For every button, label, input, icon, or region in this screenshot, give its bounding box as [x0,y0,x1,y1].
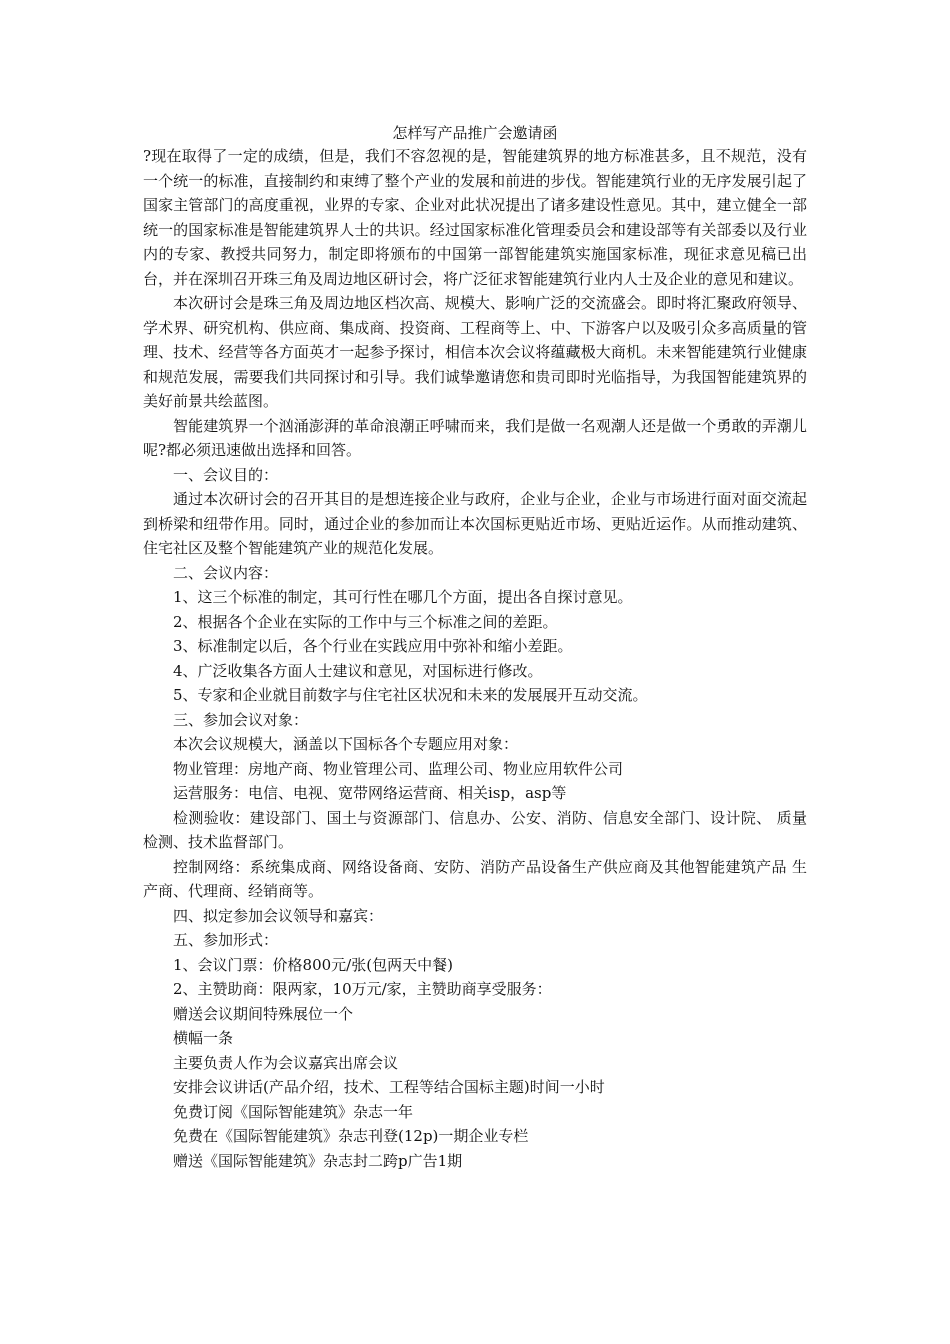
list-item: 4、广泛收集各方面人士建议和意见，对国标进行修改。 [173,661,543,680]
list-item: 免费在《国际智能建筑》杂志刊登(12p)一期企业专栏 [173,1127,529,1145]
paragraph-intro: ?现在取得了一定的成绩，但是，我们不容忽视的是，智能建筑界的地方标准甚多，且不规范，没有一个统一的标准，直接制约和束缚了整个产业的发展和前进的步伐。智能建筑行业的无序发展引起了国家主管部门的高度重视，业界的专家、企业对此状况提出了诸多建设性意见。其中，建立健全一部统一的国家标准是智能建筑界人士的共识。经过国家标准化管理委员会和建设部等有关部委以及行业内的专家、教授共同努力，制定即将颁布的中国第一部智能建筑实施国家标准，现征求意见稿已出台，并在深圳召开珠三角及周边地区研讨会，将广泛征求智能建筑行业内人士及企业的意见和建议。 [143,147,807,288]
paragraph-conference: 本次研讨会是珠三角及周边地区档次高、规模大、影响广泛的交流盛会。即时将汇聚政府领导、学术界、研究机构、供应商、集成商、投资商、工程商等上、中、下游客户以及吸引众多高质量的管理、技术、经营等各方面英才一起参予探讨，相信本次会议将蕴藏极大商机。未来智能建筑行业健康和规范发展，需要我们共同探讨和引导。我们诚挚邀请您和贵司即时光临指导，为我国智能建筑界的美好前景共绘蓝图。 [143,294,807,410]
section-heading-format: 五、参加形式： [173,931,279,949]
list-item: 1、会议门票：价格800元/张(包两天中餐) [173,955,453,974]
list-item: 横幅一条 [173,1029,234,1047]
list-item: 物业管理：房地产商、物业管理公司、监理公司、物业应用软件公司 [173,759,624,778]
paragraph-purpose: 通过本次研讨会的召开其目的是想连接企业与政府，企业与企业，企业与市场进行面对面交流起到桥梁和纽带作用。同时，通过企业的参加而让本次国标更贴近市场、更贴近运作。从而推动建筑、住宅社区及整个智能建筑产业的规范化发展。 [143,490,807,557]
paragraph-control-network: 控制网络：系统集成商、网络设备商、安防、消防产品设备生产供应商及其他智能建筑产品 生产商、代理商、经销商等。 [143,857,807,900]
list-item: 主要负责人作为会议嘉宾出席会议 [173,1053,399,1072]
paragraph-inspection: 检测验收：建设部门、国土与资源部门、信息办、公安、消防、信息安全部门、设计院、 质量检测、技术监督部门。 [143,808,807,851]
list-item: 安排会议讲话(产品介绍，技术、工程等结合国标主题)时间一小时 [173,1078,605,1096]
list-item: 本次会议规模大，涵盖以下国标各个专题应用对象： [173,735,519,753]
document-page [143,122,807,1173]
list-item: 3、标准制定以后，各个行业在实践应用中弥补和缩小差距。 [173,637,573,655]
list-item: 赠送《国际智能建筑》杂志封二跨p广告1期 [173,1151,463,1170]
list-item: 2、主赞助商：限两家，10万元/家，主赞助商享受服务： [173,980,552,998]
paragraph-wave: 智能建筑界一个汹涌澎湃的革命浪潮正呼啸而来，我们是做一名观潮人还是做一个勇敢的弄潮儿呢?都必须迅速做出选择和回答。 [143,416,807,459]
document-title: 怎样写产品推广会邀请函 [392,124,558,142]
section-heading-purpose: 一、会议目的： [173,465,279,484]
section-heading-audience: 三、参加会议对象： [173,710,309,729]
section-heading-content: 二、会议内容： [173,563,279,582]
list-item: 运营服务：电信、电视、宽带网络运营商、相关isp，asp等 [173,784,567,802]
list-item: 赠送会议期间特殊展位一个 [173,1004,354,1023]
list-item: 5、专家和企业就目前数字与住宅社区状况和未来的发展展开互动交流。 [173,686,648,704]
list-item: 2、根据各个企业在实际的工作中与三个标准之间的差距。 [173,612,558,631]
list-item: 1、这三个标准的制定，其可行性在哪几个方面，提出各自探讨意见。 [173,588,633,606]
list-item: 免费订阅《国际智能建筑》杂志一年 [173,1102,414,1121]
section-heading-guests: 四、拟定参加会议领导和嘉宾： [173,906,384,925]
